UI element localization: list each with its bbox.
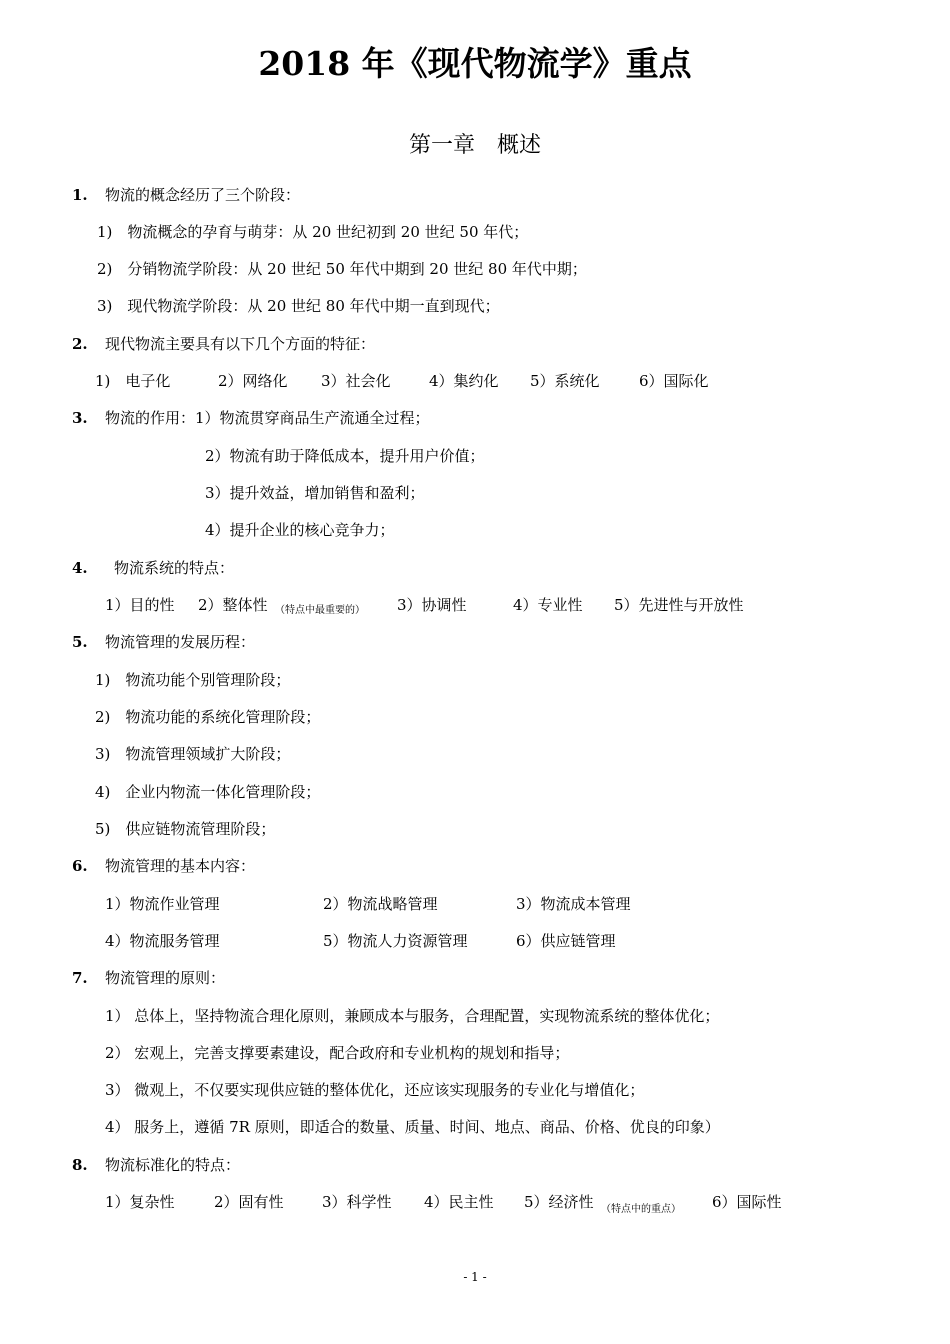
section-2-number: 2.	[72, 335, 88, 353]
section-8-item: 3）科学性	[322, 1193, 392, 1211]
section-5-item: 5) 供应链物流管理阶段；	[95, 820, 276, 838]
section-8-item: 2）固有性	[214, 1193, 284, 1211]
section-5-item: 1) 物流功能个别管理阶段；	[95, 671, 291, 689]
section-6-item: 4）物流服务管理	[105, 932, 220, 950]
section-4-item: 1）目的性	[105, 596, 175, 614]
section-8-note: （特点中的重点）	[601, 1204, 681, 1215]
section-6-item: 5）物流人力资源管理	[323, 932, 468, 950]
section-1-item: 2) 分销物流学阶段：从 20 世纪 50 年代中期到 20 世纪 80 年代中期；	[97, 260, 587, 278]
section-6-item: 6）供应链管理	[516, 932, 616, 950]
section-4-item: 5）先进性与开放性	[614, 596, 744, 614]
page-number: - 1 -	[463, 1270, 487, 1284]
section-5-heading: 物流管理的发展历程：	[105, 633, 256, 651]
section-4-item: 4）专业性	[513, 596, 583, 614]
section-8-item: 1）复杂性	[105, 1193, 175, 1211]
section-3-item: 2）物流有助于降低成本，提升用户价值；	[205, 447, 485, 465]
section-3-item: 4）提升企业的核心竞争力；	[205, 521, 395, 539]
section-2-item: 1) 电子化	[95, 372, 171, 390]
section-1-number: 1.	[72, 186, 88, 204]
section-8-heading: 物流标准化的特点：	[105, 1156, 241, 1174]
chapter-heading: 第一章 概述	[408, 133, 541, 158]
section-6-item: 2）物流战略管理	[323, 895, 438, 913]
section-4-number: 4.	[72, 559, 88, 577]
section-5-item: 2) 物流功能的系统化管理阶段；	[95, 708, 321, 726]
section-1-heading: 物流的概念经历了三个阶段：	[105, 186, 301, 204]
section-3-number: 3.	[72, 409, 88, 427]
section-7-heading: 物流管理的原则：	[105, 969, 226, 987]
section-8-item: 5）经济性	[524, 1193, 594, 1211]
section-6-number: 6.	[72, 857, 88, 875]
section-1-item: 3) 现代物流学阶段：从 20 世纪 80 年代中期一直到现代；	[97, 297, 500, 315]
section-8-item: 6）国际性	[712, 1193, 782, 1211]
section-3-item: 3）提升效益，增加销售和盈利；	[205, 484, 425, 502]
section-2-item: 2）网络化	[218, 372, 288, 390]
section-4-note: （特点中最重要的）	[275, 605, 365, 616]
section-2-item: 6）国际化	[639, 372, 709, 390]
document-title: 2018 年《现代物流学》重点	[258, 44, 692, 83]
section-2-item: 5）系统化	[530, 372, 600, 390]
section-2-item: 4）集约化	[429, 372, 499, 390]
section-6-item: 3）物流成本管理	[516, 895, 631, 913]
section-8-item: 4）民主性	[424, 1193, 494, 1211]
section-5-item: 4) 企业内物流一体化管理阶段；	[95, 783, 321, 801]
section-7-item: 1） 总体上，坚持物流合理化原则，兼顾成本与服务，合理配置，实现物流系统的整体优化；	[105, 1007, 720, 1025]
section-7-item: 3） 微观上，不仅要实现供应链的整体优化，还应该实现服务的专业化与增值化；	[105, 1081, 645, 1099]
section-6-heading: 物流管理的基本内容：	[105, 857, 256, 875]
section-8-number: 8.	[72, 1156, 88, 1174]
section-4-item: 3）协调性	[397, 596, 467, 614]
section-2-heading: 现代物流主要具有以下几个方面的特征：	[105, 335, 376, 353]
section-4-item: 2）整体性	[198, 596, 268, 614]
section-2-item: 3）社会化	[321, 372, 391, 390]
section-7-number: 7.	[72, 969, 88, 987]
section-5-item: 3) 物流管理领域扩大阶段；	[95, 745, 291, 763]
section-3-heading: 物流的作用：1）物流贯穿商品生产流通全过程；	[105, 409, 430, 427]
section-6-item: 1）物流作业管理	[105, 895, 220, 913]
section-1-item: 1) 物流概念的孕育与萌芽：从 20 世纪初到 20 世纪 50 年代；	[97, 223, 529, 241]
section-7-item: 4） 服务上，遵循 7R 原则，即适合的数量、质量、时间、地点、商品、价格、优良的印象）	[105, 1118, 720, 1136]
section-7-item: 2） 宏观上，完善支撑要素建设，配合政府和专业机构的规划和指导；	[105, 1044, 570, 1062]
section-5-number: 5.	[72, 633, 88, 651]
section-4-heading: 物流系统的特点：	[114, 559, 235, 577]
